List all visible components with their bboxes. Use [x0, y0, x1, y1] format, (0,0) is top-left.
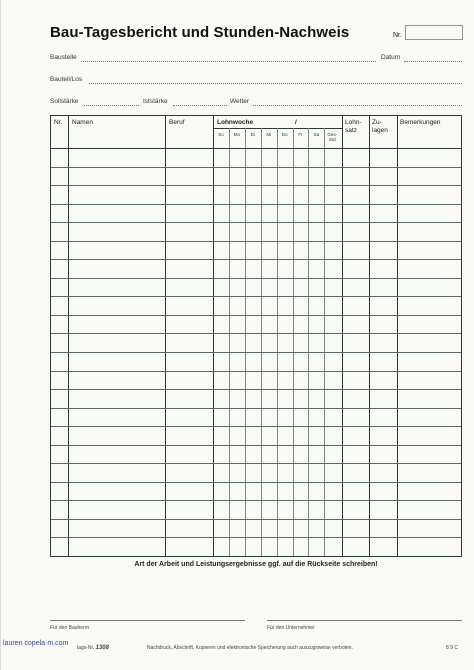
watermark: lauren copela·m.com: [3, 640, 69, 647]
col-lohnsatz-header-1: Lohn-: [345, 119, 362, 126]
col-bemerkungen-header: Bemerkungen: [400, 119, 441, 126]
form-title: Bau-Tagesbericht und Stunden-Nachweis: [50, 24, 350, 41]
col-nr-header: Nr.: [54, 119, 63, 126]
iststaerke-label: Iststärke: [143, 98, 168, 105]
day-column-divider: [229, 128, 230, 556]
column-divider: [342, 116, 343, 556]
copyright-note: Nachdruck, Abschrift, Kopieren und elektronische Speicherung auch auszugsweise verboten.: [147, 645, 353, 651]
day-column-divider: [245, 128, 246, 556]
col-namen-header: Namen: [72, 119, 93, 126]
table-row-divider: [51, 315, 461, 316]
sollstaerke-label: Sollstärke: [50, 98, 79, 105]
day-header: Mi: [266, 132, 272, 137]
day-header: Sa: [313, 132, 320, 137]
table-row-divider: [51, 185, 461, 186]
table-row-divider: [51, 389, 461, 390]
col-lohnwoche-header: Lohnwoche: [217, 119, 254, 126]
table-row-divider: [51, 222, 461, 223]
header-divider: [51, 148, 461, 149]
unternehmer-label: Für den Unternehmer: [267, 625, 315, 631]
day-header: Ges- Std: [327, 132, 338, 142]
bauteil-label: Bauteil/Los: [50, 76, 83, 83]
table-row-divider: [51, 278, 461, 279]
footer-note: Art der Arbeit und Leistungsergebnisse ggf. auf die Rückseite schreiben!: [134, 561, 378, 568]
order-no: 1308: [95, 645, 109, 651]
iststaerke-line[interactable]: [173, 105, 227, 106]
bauteil-line[interactable]: [89, 83, 462, 84]
day-header: Fr: [298, 132, 303, 137]
column-divider: [213, 116, 214, 556]
day-column-divider: [293, 128, 294, 556]
bauherr-signature-line[interactable]: [50, 620, 245, 621]
order-number: [77, 645, 109, 651]
table-row-divider: [51, 463, 461, 464]
wetter-label: Wetter: [230, 98, 250, 105]
table-row-divider: [51, 259, 461, 260]
day-column-divider: [308, 128, 309, 556]
table-row-divider: [51, 352, 461, 353]
day-header: So: [218, 132, 224, 137]
timesheet-table: [50, 115, 462, 557]
table-row-divider: [51, 445, 461, 446]
col-zulagen-header-2: lagen: [372, 127, 388, 134]
column-divider: [369, 116, 370, 556]
day-column-divider: [324, 128, 325, 556]
day-column-divider: [261, 128, 262, 556]
table-row-divider: [51, 371, 461, 372]
form-code: 8 9 C: [446, 645, 458, 651]
table-row-divider: [51, 167, 461, 168]
bauherr-label: Für den Bauherrn: [50, 625, 90, 631]
table-row-divider: [51, 537, 461, 538]
nr-field[interactable]: [405, 25, 463, 40]
table-row-divider: [51, 519, 461, 520]
table-row-divider: [51, 426, 461, 427]
day-header: Mo: [233, 132, 241, 137]
table-row-divider: [51, 296, 461, 297]
col-beruf-header: Beruf: [169, 119, 185, 126]
nr-label: Nr.: [393, 32, 402, 39]
baustelle-line[interactable]: [81, 61, 376, 62]
col-lohnsatz-header-2: satz: [345, 127, 357, 134]
sollstaerke-line[interactable]: [84, 105, 139, 106]
table-row-divider: [51, 482, 461, 483]
wetter-line[interactable]: [253, 105, 462, 106]
unternehmer-signature-line[interactable]: [267, 620, 462, 621]
lohnwoche-slash: /: [295, 119, 297, 126]
baustelle-label: Baustelle: [50, 54, 77, 61]
datum-line[interactable]: [404, 61, 462, 62]
table-row-divider: [51, 500, 461, 501]
column-divider: [68, 116, 69, 556]
col-zulagen-header-1: Zu-: [372, 119, 382, 126]
datum-label: Datum: [381, 54, 401, 61]
column-divider: [397, 116, 398, 556]
table-row-divider: [51, 408, 461, 409]
order-prefix: lags-Nr.: [77, 645, 95, 651]
day-column-divider: [277, 128, 278, 556]
table-row-divider: [51, 204, 461, 205]
column-divider: [165, 116, 166, 556]
table-row-divider: [51, 241, 461, 242]
table-row-divider: [51, 333, 461, 334]
day-header: Di: [250, 132, 255, 137]
day-header: Do: [281, 132, 288, 137]
